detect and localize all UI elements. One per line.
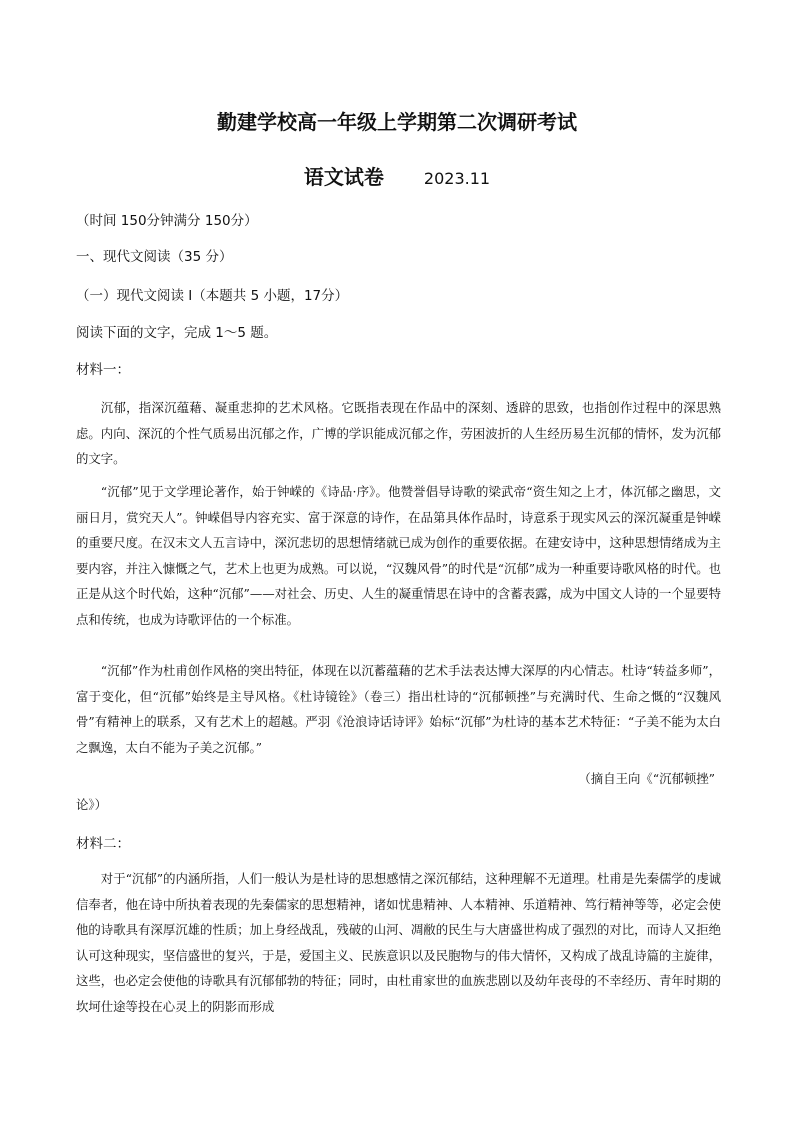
exam-date: 2023.11	[423, 169, 491, 188]
time-score-note: （时间 150分钟满分 150分）	[76, 213, 258, 229]
subsection-heading: （一）现代文阅读 I（本题共 5 小题，17分）	[76, 288, 349, 304]
section-heading: 一、现代文阅读（35 分）	[76, 249, 233, 265]
source-citation: （摘自王向《“沉郁顿挫”	[578, 771, 715, 786]
material1-paragraph-1: 沉郁，指深沉蕴藉、凝重悲抑的艺术风格。它既指表现在作品中的深刻、透辟的思致，也指创作过程中的深思熟虑。内向、深沉的个性气质易出沉郁之作，广博的学识能成沉郁之作，劳困波折的人生经历易生沉郁的情怀，发为沉郁的文字。	[76, 400, 721, 467]
material2-paragraph-1: 对于“沉郁”的内涵所指，人们一般认为是杜诗的思想感情之深沉郁结，这种理解不无道理。杜甫是先秦儒学的虔诚信奉者，他在诗中所执着表现的先秦儒家的思想精神，诸如忧患精神、人本精神、乐道精神、笃行精神等等，必定会使他的诗歌具有深厚沉雄的性质；加上身经战乱，残破的山河、凋敝的民生与大唐盛世构成了强烈的对比，而诗人又拒绝认可这种现实，坚信盛世的复兴，于是，爱国主义、民族意识以及民胞物与的伟大情怀，又构成了战乱诗篇的主旋律，这些，也必定会使他的诗歌具有沉郁郁勃的特征；同时，由杜甫家世的血族悲剧以及幼年丧母的不幸经历、青年时期的坎坷仕途等投在心灵上的阴影而形成	[76, 871, 721, 1014]
material1-source	[76, 766, 721, 817]
subject-title	[0, 161, 794, 190]
material2-label: 材料二：	[76, 836, 130, 852]
subject-label: 语文试卷	[303, 165, 384, 189]
material1-paragraph-2: “沉郁”见于文学理论著作，始于钟嵘的《诗品·序》。他赞誉倡导诗歌的梁武帝“资生知之上才，体沉郁之幽思，文丽日月，赏究天人”。钟嵘倡导内容充实、富于深意的诗作，在品第具体作品时，诗意系于现实风云的深沉凝重是钟嵘的重要尺度。在汉末文人五言诗中，深沉悲切的思想情绪就已成为创作的重要依据。在建安诗中，这种思想情绪成为主要内容，并注入慷慨之气，艺术上也更为成熟。可以说，“汉魏风骨”的时代是“沉郁”成为一种重要诗歌风格的时代。也正是从这个时代始，这种“沉郁”——对社会、历史、人生的凝重情思在诗中的含蓄表露，成为中国文人诗的一个显要特点和传统，也成为诗歌评估的一个标准。	[76, 484, 721, 627]
material1-paragraph-3: “沉郁”作为杜甫创作风格的突出特征，体现在以沉蓄蕴藉的艺术手法表达博大深厚的内心情志。杜诗“转益多师”，富于变化，但“沉郁”始终是主导风格。《杜诗镜铨》（卷三）指出杜诗的“沉郁顿挫”与充满时代、生命之慨的“汉魏风骨”有精神上的联系，又有艺术上的超越。严羽《沧浪诗话诗评》始标“沉郁”为杜诗的基本艺术特征：“子美不能为太白之飘逸，太白不能为子美之沉郁。”	[76, 663, 721, 755]
material1-label: 材料一：	[76, 362, 130, 378]
instruction-text: 阅读下面的文字，完成 1～5 题。	[76, 325, 278, 341]
source-citation-tail: 论》）	[76, 796, 107, 812]
school-title: 勤建学校高一年级上学期第二次调研考试	[217, 110, 577, 134]
